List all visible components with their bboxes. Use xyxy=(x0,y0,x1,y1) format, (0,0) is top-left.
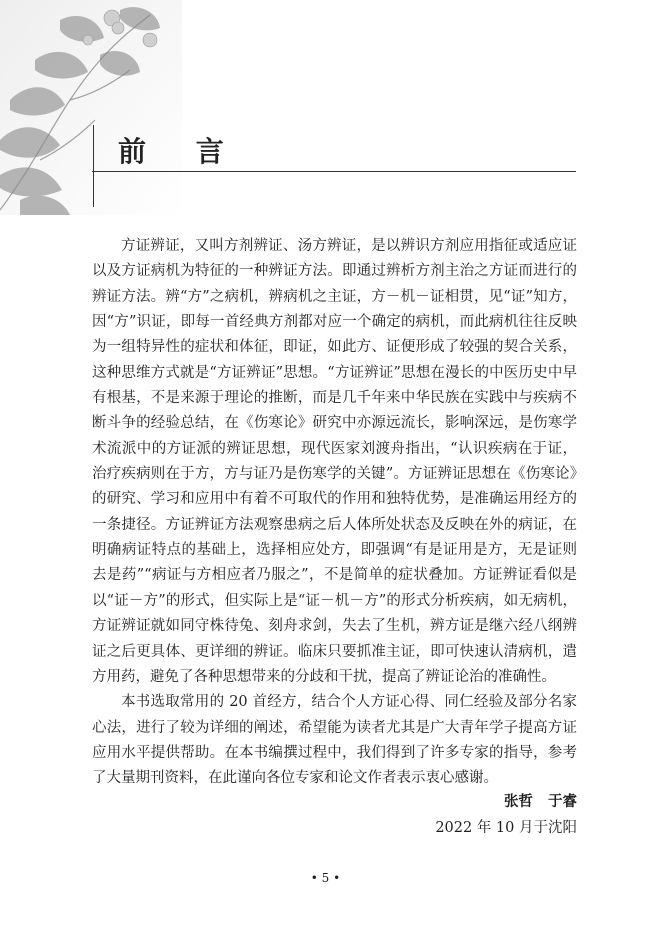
preface-paragraph-1: 方证辨证，又叫方剂辨证、汤方辨证，是以辨识方剂应用指征或适应证以及方证病机为特征的一种辨证方法。即通过辨析方剂主治之方证而进行的辨证方法。辨“方”之病机，辨病机之主证，方－机－证相贯，见“证”知方，因“方”识证，即每一首经典方剂都对应一个确定的病机，而此病机往往反映为一组特异性的症状和体征，即证，如此方、证便形成了较强的契合关系，这种思维方式就是“方证辨证”思想。“方证辨证”思想在漫长的中医历史中早有根基，不是来源于理论的推断，而是几千年来中华民族在实践中与疾病不断斗争的经验总结，在《伤寒论》研究中亦源远流长，影响深远，是伤寒学术流派中的方证派的辨证思想，现代医家刘渡舟指出，“认识疾病在于证，治疗疾病则在于方，方与证乃是伤寒学的关键”。方证辨证思想在《伤寒论》的研究、学习和应用中有着不可取代的作用和独特优势，是准确运用经方的一条捷径。方证辨证方法观察患病之后人体所处状态及反映在外的病证，在明确病证特点的基础上，选择相应处方，即强调“有是证用是方，无是证则去是药”“病证与方相应者乃服之”，不是简单的症状叠加。方证辨证看似是以“证－方”的形式，但实际上是“证－机－方”的形式分析疾病，如无病机，方证辨证就如同守株待兔、刻舟求剑，失去了生机，辨方证是继六经八纲辨证之后更具体、更详细的辨证。临床只要抓准主证，即可快速认清病机，遣方用药，避免了各种思想带来的分歧和干扰，提高了辨证论治的准确性。 xyxy=(92,238,577,685)
page-number: • 5 • xyxy=(310,871,341,885)
author-signature: 张哲 于睿 xyxy=(503,793,577,810)
preface-body xyxy=(92,234,577,792)
preface-paragraph-2: 本书选取常用的 20 首经方，结合个人方证心得、同仁经验及部分名家心法，进行了较为详细的阐述，希望能为读者尤其是广大青年学子提高方证应用水平提供帮助。在本书编撰过程中，我们得到了许多专家的指导，参考了大量期刊资料，在此谨向各位专家和论文作者表示衷心感谢。 xyxy=(92,694,577,787)
page-title: 前 言 xyxy=(118,135,244,168)
botanical-leaves-illustration-icon xyxy=(0,0,182,215)
title-vertical-rule xyxy=(93,125,94,207)
signature-date: 2022 年 10 月于沈阳 xyxy=(435,820,577,836)
title-underline-rule xyxy=(92,171,576,172)
